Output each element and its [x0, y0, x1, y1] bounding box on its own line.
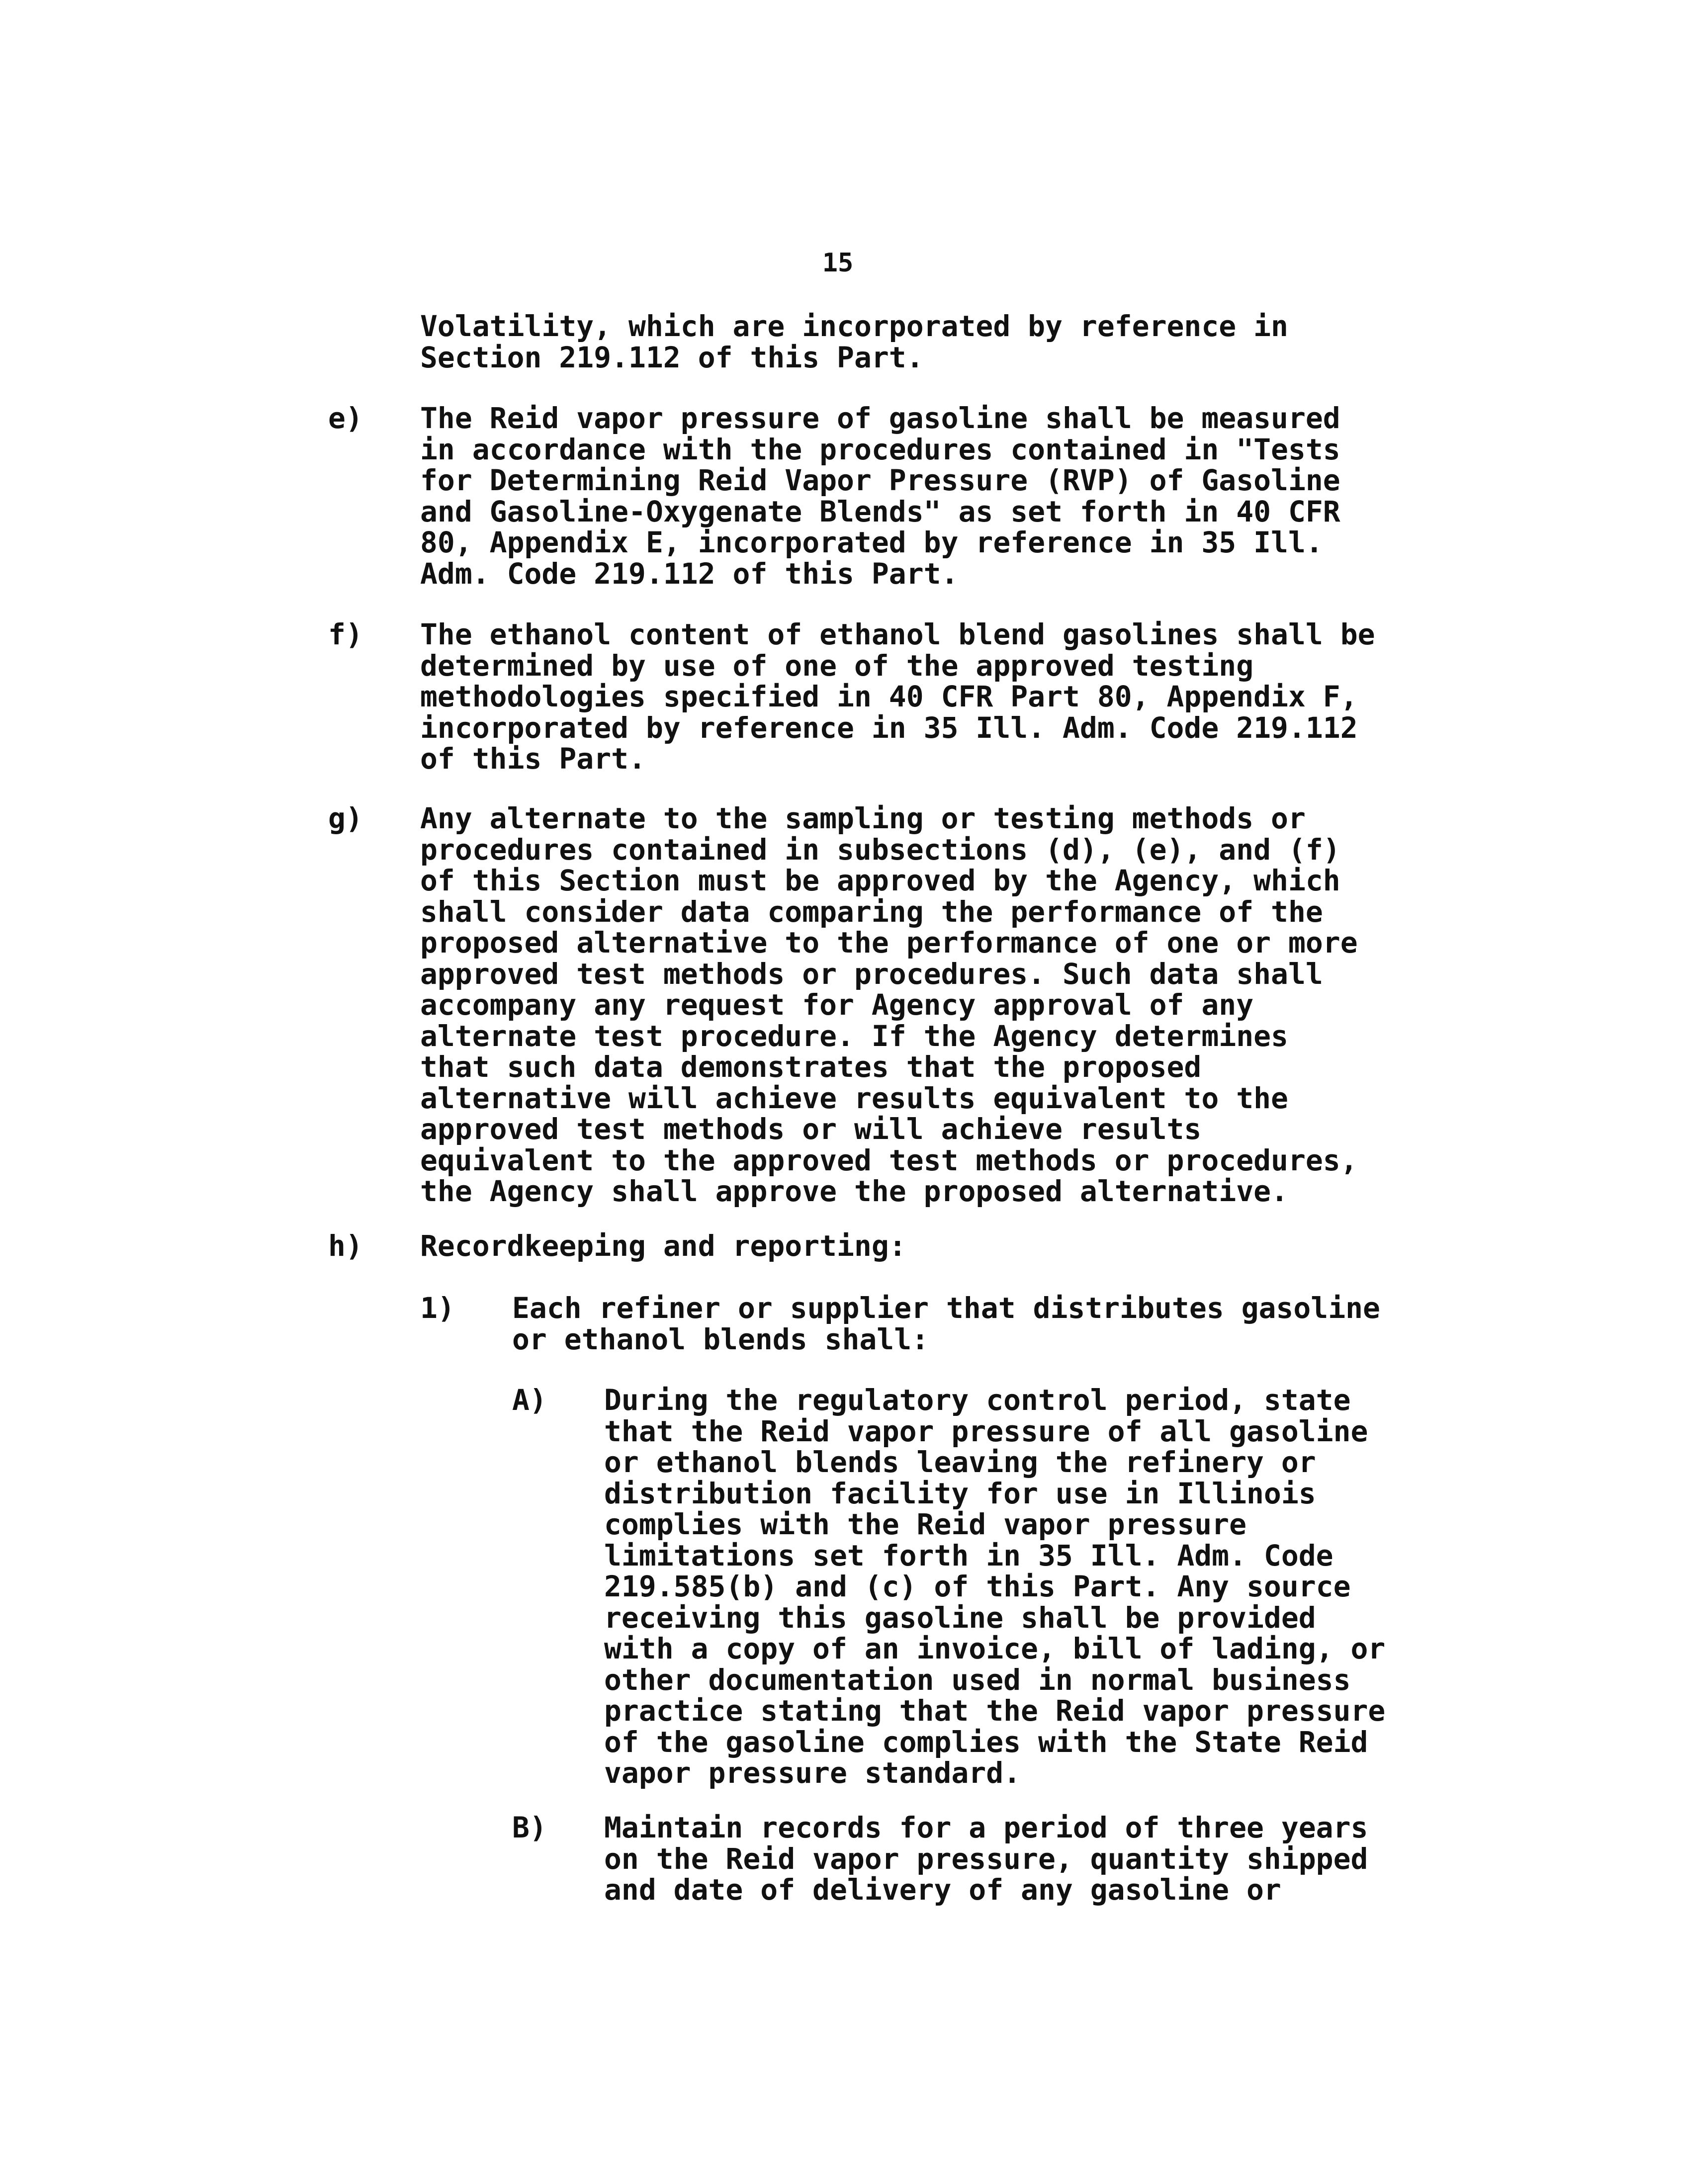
subsection-1-paragraph [512, 1293, 1380, 1355]
item-B-paragraph [604, 1812, 1368, 1906]
text-line: The ethanol content of ethanol blend gasolines shall be [420, 617, 1375, 651]
text-line: of this Part. [420, 742, 646, 776]
text-line: equivalent to the approved test methods or procedures, [420, 1143, 1358, 1177]
text-line: or ethanol blends shall: [512, 1322, 929, 1356]
text-line: for Determining Reid Vapor Pressure (RVP) of Gasoline [420, 463, 1340, 497]
text-line: Maintain records for a period of three years [604, 1811, 1368, 1844]
item-A-paragraph [604, 1385, 1385, 1789]
item-marker-A: A) [512, 1383, 547, 1417]
section-g-paragraph [420, 803, 1358, 1207]
text-line: Any alternate to the sampling or testing methods or [420, 801, 1306, 835]
text-line: limitations set forth in 35 Ill. Adm. Code [604, 1538, 1333, 1572]
text-line: vapor pressure standard. [604, 1756, 1021, 1790]
text-line: incorporated by reference in 35 Ill. Adm. Code 219.112 [420, 710, 1358, 745]
text-line: 80, Appendix E, incorporated by reference in 35 Ill. [420, 525, 1323, 559]
text-line: receiving this gasoline shall be provided [604, 1600, 1316, 1635]
item-marker-B: B) [512, 1811, 547, 1844]
continuation-paragraph [420, 311, 1288, 373]
text-line: distribution facility for use in Illinois [604, 1476, 1316, 1510]
text-line: alternate test procedure. If the Agency determines [420, 1019, 1288, 1053]
text-line: procedures contained in subsections (d), (e), and (f) [420, 832, 1340, 867]
subsection-marker-1: 1) [420, 1291, 455, 1325]
text-line: proposed alternative to the performance of one or more [420, 926, 1358, 960]
text-line: approved test methods or procedures. Such data shall [420, 957, 1323, 991]
text-line: methodologies specified in 40 CFR Part 80, Appendix F, [420, 680, 1358, 713]
section-marker-h: h) [328, 1229, 363, 1263]
text-line: shall consider data comparing the performance of the [420, 894, 1323, 929]
section-h-heading [420, 1230, 906, 1262]
section-e-paragraph [420, 403, 1340, 589]
text-line: Recordkeeping and reporting: [420, 1229, 906, 1263]
text-line: of the gasoline complies with the State Reid [604, 1725, 1368, 1759]
page-number: 15 [822, 248, 854, 278]
text-line: During the regulatory control period, state [604, 1383, 1351, 1417]
text-line: accompany any request for Agency approval of any [420, 988, 1254, 1022]
text-line: Section 219.112 of this Part. [420, 340, 924, 374]
text-line: and Gasoline-Oxygenate Blends" as set forth in 40 CFR [420, 494, 1340, 528]
text-line: complies with the Reid vapor pressure [604, 1507, 1247, 1541]
text-line: and date of delivery of any gasoline or [604, 1873, 1281, 1907]
text-line: alternative will achieve results equivalent to the [420, 1081, 1288, 1115]
text-line: approved test methods or will achieve results [420, 1112, 1202, 1146]
text-line: or ethanol blends leaving the refinery or [604, 1445, 1316, 1479]
text-line: the Agency shall approve the proposed alternative. [420, 1174, 1288, 1208]
text-line: practice stating that the Reid vapor pressure [604, 1694, 1386, 1728]
text-line: The Reid vapor pressure of gasoline shall be measured [420, 401, 1340, 435]
text-line: on the Reid vapor pressure, quantity shipped [604, 1841, 1368, 1876]
text-line: 219.585(b) and (c) of this Part. Any source [604, 1570, 1351, 1603]
text-line: Each refiner or supplier that distributes gasoline [512, 1291, 1380, 1325]
text-line: of this Section must be approved by the Agency, which [420, 864, 1340, 897]
text-line: that the Reid vapor pressure of all gasoline [604, 1414, 1368, 1448]
text-line: that such data demonstrates that the proposed [420, 1050, 1202, 1084]
section-marker-g: g) [328, 801, 363, 835]
text-line: other documentation used in normal business [604, 1662, 1351, 1697]
text-line: Volatility, which are incorporated by reference in [420, 309, 1288, 343]
text-line: Adm. Code 219.112 of this Part. [420, 556, 959, 591]
section-marker-f: f) [328, 617, 363, 651]
text-line: in accordance with the procedures contained in "Tests [420, 432, 1340, 466]
text-line: determined by use of one of the approved testing [420, 648, 1254, 683]
section-f-paragraph [420, 619, 1375, 775]
text-line: with a copy of an invoice, bill of lading, or [604, 1632, 1386, 1665]
section-marker-e: e) [328, 401, 363, 435]
